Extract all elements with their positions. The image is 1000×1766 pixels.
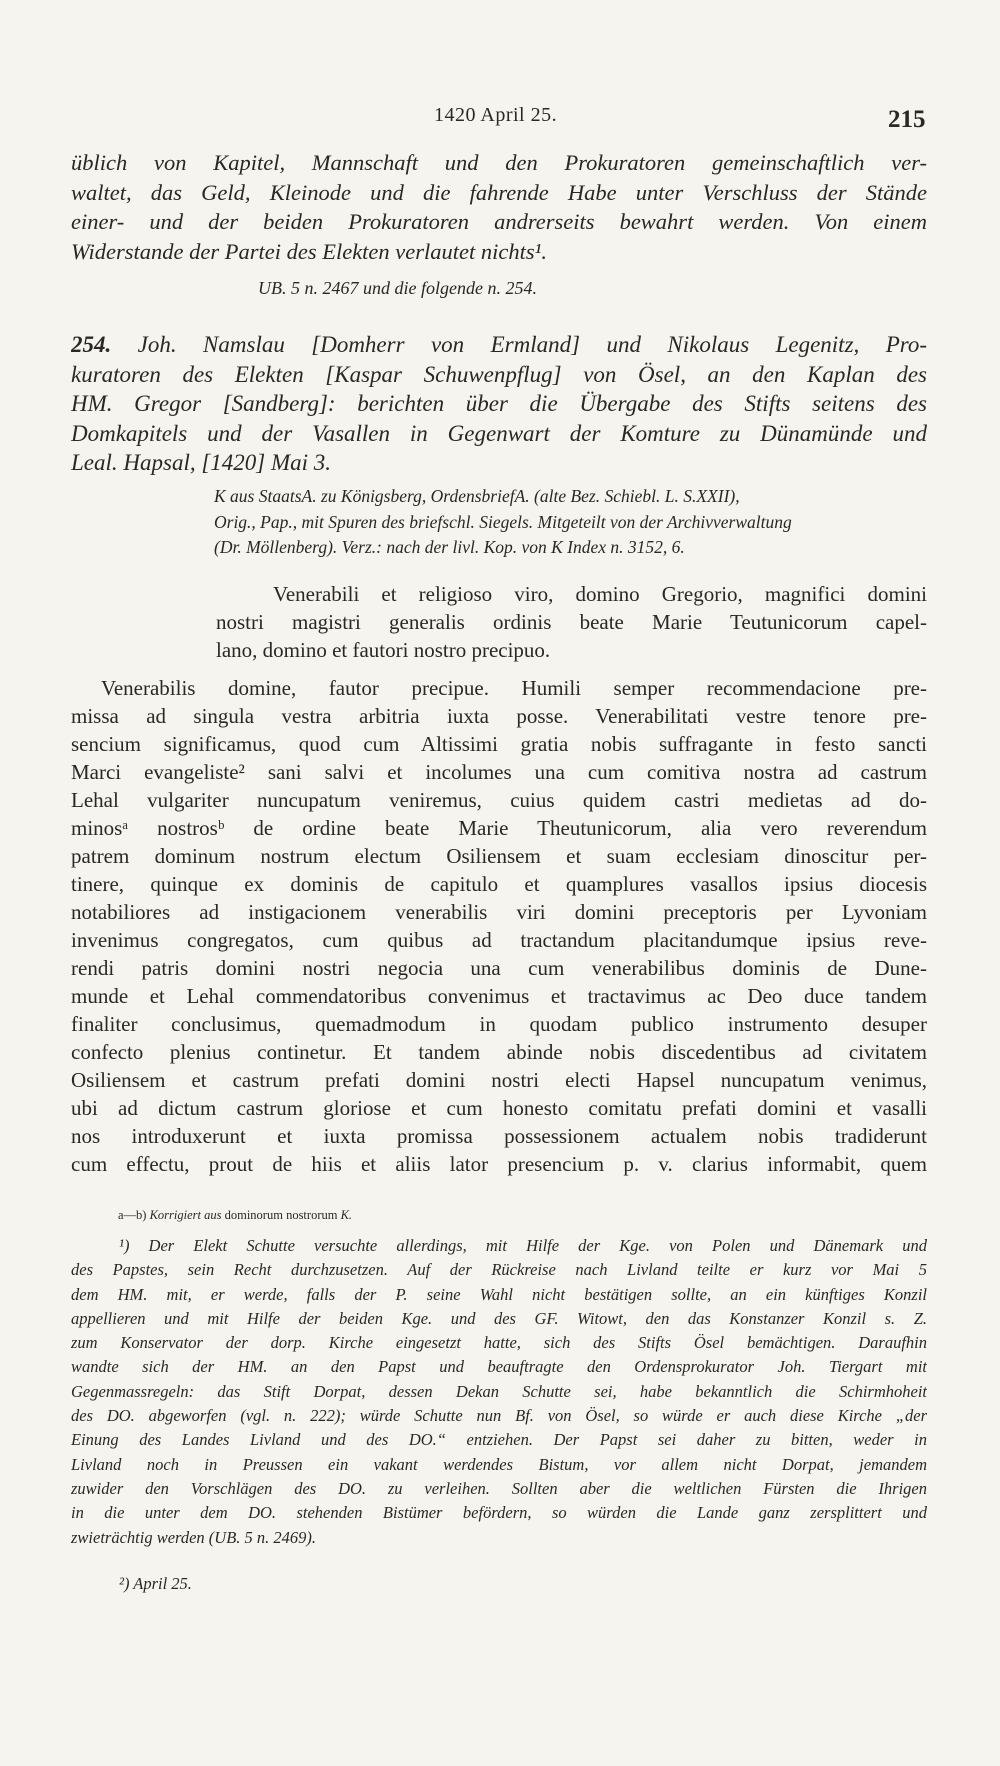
text-line: patrem dominum nostrum electum Osiliensem et suam ecclesiam dinoscitur per-: [71, 844, 927, 868]
text-line: K aus StaatsA. zu Königsberg, OrdensbriefA. (alte Bez. Schiebl. L. S.XXII),: [214, 486, 740, 506]
apparatus-note: Korrigiert aus: [149, 1208, 222, 1222]
regest-first-line: [71, 330, 927, 360]
text-line: wandte sich der HM. an den Papst und beauftragte den Ordensprokurator Joh. Tiergart mit: [71, 1357, 927, 1377]
text-line: confecto plenius continetur. Et tandem abinde nobis discedentibus ad civitatem: [71, 1040, 927, 1064]
text-line: nostri magistri generalis ordinis beate Marie Teutunicorum capel-: [216, 610, 927, 634]
text-line: lano, domino et fautori nostro precipuo.: [216, 638, 551, 662]
footnote-1: [71, 1234, 927, 1550]
text-line: nos introduxerunt et iuxta promissa possessionem actualem nobis tradiderunt: [71, 1124, 927, 1148]
text-line: invenimus congregatos, cum quibus ad tractandum placitandumque ipsius reve-: [71, 928, 927, 952]
apparatus-source: K.: [340, 1208, 353, 1222]
text-line: munde et Lehal commendatoribus convenimus et tractavimus ac Deo duce tandem: [71, 984, 927, 1008]
text-line: Orig., Pap., mit Spuren des briefschl. Siegels. Mitgeteilt von der Archivverwaltung: [214, 511, 792, 532]
critical-apparatus: [118, 1208, 352, 1223]
text-line: Venerabilis domine, fautor precipue. Humili semper recommendacione pre-: [101, 676, 927, 700]
text-line: zuwider den Vorschlägen des DO. zu verleihen. Sollten aber die weltlichen Fürsten die Ihrigen: [71, 1478, 927, 1498]
text-line: notabiliores ad instigacionem venerabilis viri domini preceptoris per Lyvoniam: [71, 900, 927, 924]
text-line: Widerstande der Partei des Elekten verlautet nichts¹.: [71, 238, 548, 264]
text-line: des DO. abgeworfen (vgl. n. 222); würde Schutte nun Bf. von Ösel, so würde er auch diese Kirche „der: [71, 1406, 927, 1426]
text-line: Einung des Landes Livland und des DO.“ entziehen. Der Papst sei daher zu bitten, weder in: [71, 1430, 927, 1450]
page-number: 215: [888, 106, 926, 133]
text-line: üblich von Kapitel, Mannschaft und den Prokuratoren gemeinschaftlich ver-: [71, 150, 927, 175]
text-line: missa ad singula vestra arbitria iuxta posse. Venerabilitati vestre tenore pre-: [71, 704, 927, 728]
text-line: zum Konservator der dorp. Kirche eingesetzt hatte, sich des Stifts Ösel bemächtigen. Daraufhin: [71, 1333, 927, 1353]
text-line: dem HM. mit, er werde, falls der P. seine Wahl nicht bestätigen sollte, an ein künftiges Konzil: [71, 1284, 927, 1304]
text-line: (Dr. Möllenberg). Verz.: nach der livl. Kop. von K Index n. 3152, 6.: [214, 537, 685, 557]
text-line: einer- und der beiden Prokuratoren andrerseits bewahrt werden. Von einem: [71, 209, 927, 234]
text-line: rendi patris domini nostri negocia una cum venerabilibus dominis de Dune-: [71, 956, 927, 980]
ub-reference: UB. 5 n. 2467 und die folgende n. 254.: [258, 278, 537, 298]
letter-address: [216, 580, 927, 664]
text-line: minosᵃ nostrosᵇ de ordine beate Marie Theutunicorum, alia vero reverendum: [71, 816, 927, 840]
text-line: Leal. Hapsal, [1420] Mai 3.: [71, 450, 332, 475]
text-line: Lehal vulgariter nuncupatum veniremus, cuius quidem castri medietas ad do-: [71, 788, 927, 812]
text-line: Joh. Namslau [Domherr von Ermland] und Nikolaus Legenitz, Pro-: [137, 332, 927, 357]
intro-paragraph: [71, 148, 927, 266]
text-line: tinere, quinque ex dominis de capitulo et quamplures vasallos ipsius diocesis: [71, 872, 927, 896]
apparatus-siglum: a—b): [118, 1208, 147, 1222]
source-note: [214, 484, 943, 561]
footnote-2: ²) April 25.: [119, 1574, 192, 1593]
text-line: appellieren und mit Hilfe der beiden Kge. und des GF. Witowt, den das Konstanzer Konzil s. Z.: [71, 1308, 927, 1328]
document-number: 254.: [71, 332, 112, 357]
text-line: Venerabili et religioso viro, domino Gregorio, magnifici domini: [273, 582, 927, 606]
text-line: kuratoren des Elekten [Kaspar Schuwenpflug] von Ösel, an den Kaplan des: [71, 361, 927, 387]
text-line: zwieträchtig werden (UB. 5 n. 2469).: [71, 1527, 317, 1547]
text-line: ubi ad dictum castrum gloriose et cum honesto comitatu prefati domini et vasalli: [71, 1096, 927, 1120]
text-line: HM. Gregor [Sandberg]: berichten über die Übergabe des Stifts seitens des: [71, 391, 927, 416]
text-line: Livland noch in Preussen ein vakant werdendes Bistum, vor allem nicht Dorpat, jemandem: [71, 1454, 927, 1474]
text-line: ¹) Der Elekt Schutte versuchte allerdings, mit Hilfe der Kge. von Polen und Dänemark und: [119, 1236, 927, 1255]
text-line: Osiliensem et castrum prefati domini nostri electi Hapsel nuncupatum venimus,: [71, 1068, 927, 1092]
page-header: [0, 100, 1000, 140]
text-line: Domkapitels und der Vasallen in Gegenwart der Komture zu Dünamünde und: [71, 420, 927, 446]
text-line: des Papstes, sein Recht durchzusetzen. Auf der Rückreise nach Livland teilte er kurz vor Mai 5: [71, 1260, 927, 1280]
text-line: cum effectu, prout de hiis et aliis lator presencium p. v. clarius informabit, quem: [71, 1152, 927, 1176]
text-line: finaliter conclusimus, quemadmodum in quodam publico instrumento desuper: [71, 1012, 927, 1036]
letter-body: [71, 674, 927, 1178]
text-line: Gegenmassregeln: das Stift Dorpat, dessen Dekan Schutte sei, habe bekanntlich die Schirmhoheit: [71, 1381, 927, 1401]
apparatus-reading: dominorum nostrorum: [224, 1208, 338, 1222]
text-line: waltet, das Geld, Kleinode und die fahrende Habe unter Verschluss der Stände: [71, 179, 927, 205]
text-line: in die unter dem DO. stehenden Bistümer befördern, so würden die Lande ganz zersplittert und: [71, 1503, 927, 1523]
regest-paragraph: [71, 330, 927, 478]
running-head: 1420 April 25.: [434, 104, 558, 126]
text-line: sencium significamus, quod cum Altissimi gratia nobis suffragante in festo sancti: [71, 732, 927, 756]
text-line: Marci evangeliste² sani salvi et incolumes una cum comitiva nostra ad castrum: [71, 760, 927, 784]
